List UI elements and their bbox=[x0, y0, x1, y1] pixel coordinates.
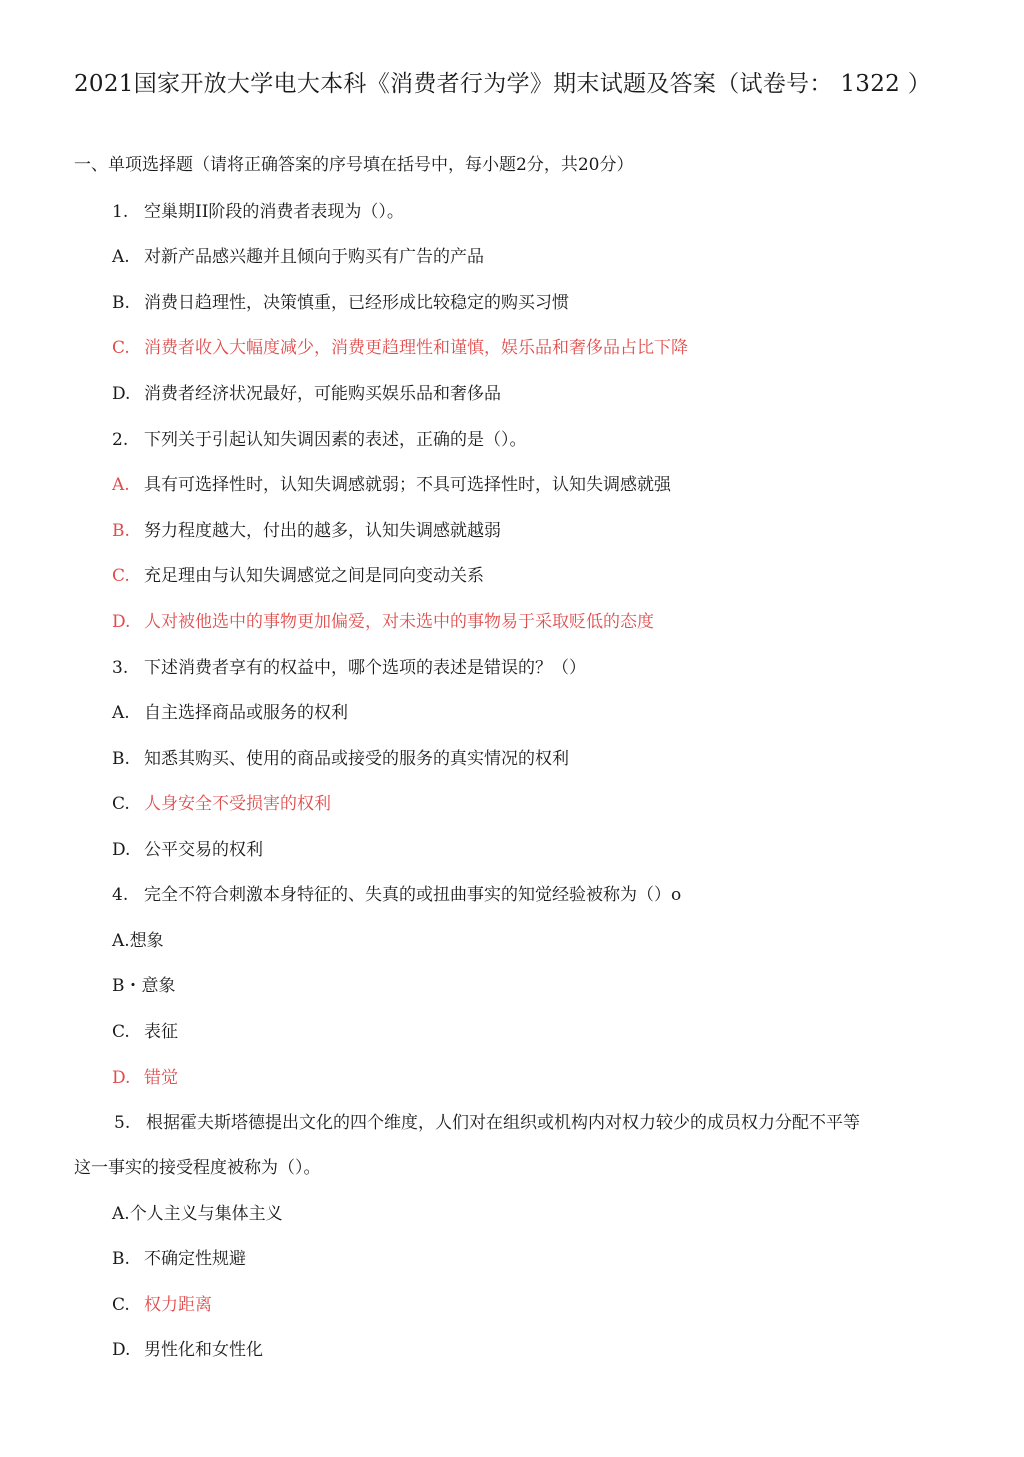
option-text: 表征 bbox=[144, 1022, 178, 1042]
q2-option-d-answer bbox=[112, 609, 654, 635]
question-text: 下列关于引起认知失调因素的表述，正确的是（）。 bbox=[144, 430, 527, 450]
question-5-stem bbox=[114, 1110, 860, 1136]
question-text: 完全不符合刺激本身特征的、失真的或扭曲事实的知觉经验被称为（）o bbox=[144, 885, 682, 905]
q1-option-b bbox=[112, 290, 569, 316]
question-number: 1. bbox=[112, 202, 129, 222]
question-number: 2. bbox=[112, 430, 129, 450]
option-key: D. bbox=[112, 612, 131, 632]
q5-option-c-answer bbox=[112, 1292, 212, 1318]
option-key: D. bbox=[112, 1340, 131, 1360]
option-key: B. bbox=[112, 749, 130, 769]
q5-option-b bbox=[112, 1246, 246, 1272]
option-text: 权力距离 bbox=[144, 1295, 212, 1315]
option-text: 个人主义与集体主义 bbox=[129, 1204, 283, 1224]
option-text: 知悉其购买、使用的商品或接受的服务的真实情况的权利 bbox=[144, 749, 569, 769]
q1-option-a bbox=[112, 244, 484, 270]
q3-option-c-answer bbox=[112, 791, 331, 817]
option-key: C. bbox=[112, 794, 130, 814]
option-key: B. bbox=[112, 521, 130, 541]
question-number: 3. bbox=[112, 658, 129, 678]
question-text: 下述消费者享有的权益中，哪个选项的表述是错误的？（） bbox=[144, 658, 586, 678]
option-key: C. bbox=[112, 1295, 130, 1315]
option-text: 具有可选择性时，认知失调感就弱；不具可选择性时，认知失调感就强 bbox=[144, 475, 671, 495]
q1-option-d bbox=[112, 381, 501, 407]
option-text: 不确定性规避 bbox=[144, 1249, 246, 1269]
q4-option-d-answer bbox=[112, 1065, 178, 1091]
option-key: A. bbox=[112, 703, 130, 723]
option-key: C. bbox=[112, 566, 130, 586]
question-text: 根据霍夫斯塔德提出文化的四个维度，人们对在组织或机构内对权力较少的成员权力分配不平等 bbox=[146, 1113, 860, 1133]
option-text: 消费日趋理性，决策慎重，已经形成比较稳定的购买习惯 bbox=[144, 293, 569, 313]
option-key: A. bbox=[112, 1204, 130, 1224]
question-number: 4. bbox=[112, 885, 129, 905]
option-text: 充足理由与认知失调感觉之间是同向变动关系 bbox=[144, 566, 484, 586]
q3-option-b bbox=[112, 746, 569, 772]
option-text: 消费者经济状况最好，可能购买娱乐品和奢侈品 bbox=[144, 384, 501, 404]
question-number: 5. bbox=[114, 1113, 131, 1133]
document-title: 2021国家开放大学电大本科《消费者行为学》期末试题及答案（试卷号： 1322 ） bbox=[74, 71, 931, 97]
section-heading: 一、单项选择题（请将正确答案的序号填在括号中，每小题2分，共20分） bbox=[74, 155, 634, 175]
option-text: 男性化和女性化 bbox=[144, 1340, 263, 1360]
option-key: A. bbox=[112, 475, 130, 495]
option-key: D. bbox=[112, 384, 131, 404]
option-key: B. bbox=[112, 293, 130, 313]
option-key: C. bbox=[112, 1022, 130, 1042]
question-5-stem-continued: 这一事实的接受程度被称为（）。 bbox=[74, 1158, 321, 1178]
question-1-stem bbox=[112, 199, 404, 225]
option-text: 意象 bbox=[141, 976, 176, 996]
question-text: 空巢期II阶段的消费者表现为（）。 bbox=[144, 202, 404, 222]
option-key: D. bbox=[112, 1068, 131, 1088]
q5-option-a bbox=[112, 1201, 283, 1227]
question-3-stem bbox=[112, 655, 586, 681]
option-text: 人对被他选中的事物更加偏爱，对未选中的事物易于采取贬低的态度 bbox=[144, 612, 654, 632]
q3-option-a bbox=[112, 700, 348, 726]
option-text: 人身安全不受损害的权利 bbox=[144, 794, 331, 814]
q5-option-d bbox=[112, 1337, 263, 1363]
option-text: 努力程度越大，付出的越多，认知失调感就越弱 bbox=[144, 521, 501, 541]
option-text: 错觉 bbox=[144, 1068, 178, 1088]
q2-option-a bbox=[112, 472, 671, 498]
q2-option-c bbox=[112, 563, 484, 589]
q4-option-a bbox=[112, 928, 164, 954]
q4-option-b bbox=[112, 973, 176, 999]
question-2-stem bbox=[112, 427, 527, 453]
option-key: A. bbox=[112, 931, 130, 951]
option-key: C. bbox=[112, 338, 130, 358]
option-text: 消费者收入大幅度减少，消费更趋理性和谨慎，娱乐品和奢侈品占比下降 bbox=[144, 338, 688, 358]
q4-option-c bbox=[112, 1019, 178, 1045]
option-key: D. bbox=[112, 840, 131, 860]
q2-option-b bbox=[112, 518, 501, 544]
option-key: A. bbox=[112, 247, 130, 267]
option-text: 公平交易的权利 bbox=[144, 840, 263, 860]
option-text: 对新产品感兴趣并且倾向于购买有广告的产品 bbox=[144, 247, 484, 267]
option-key: B. bbox=[112, 1249, 130, 1269]
option-key: B・ bbox=[112, 976, 142, 996]
option-text: 自主选择商品或服务的权利 bbox=[144, 703, 348, 723]
q3-option-d bbox=[112, 837, 263, 863]
q1-option-c-answer bbox=[112, 335, 688, 361]
option-text: 想象 bbox=[129, 931, 164, 951]
question-4-stem bbox=[112, 882, 681, 908]
